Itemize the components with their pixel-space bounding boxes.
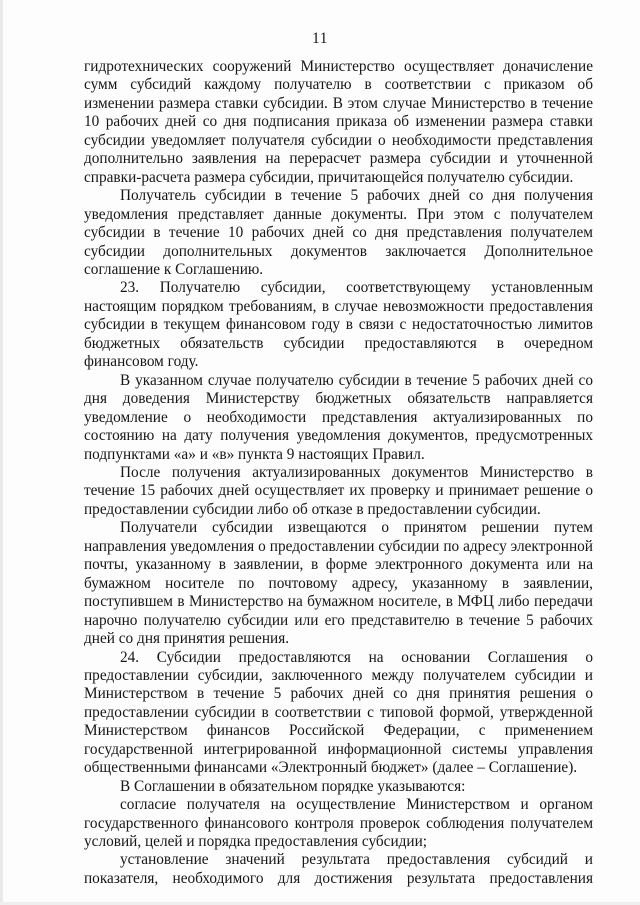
paragraph: согласие получателя на осуществление Министерством и органом государственного финансового контроля проверок соблюдения получателем условий, целей и порядка предоставления субсидии; xyxy=(84,796,593,851)
paragraph: Получатели субсидии извещаются о принятом решении путем направления уведомления о предоставлении субсидии по адресу электронной почты, указанному в заявлении, в форме электронного документа или на бумажном носителе по почтовому адресу, указанному в заявлении, поступившем в Министерство на бумажном носителе, в МФЦ либо передачи нарочно получателю субсидии или его представителю в течение 5 рабочих дней со дня принятия решения. xyxy=(84,519,593,648)
paragraph: В указанном случае получателю субсидии в течение 5 рабочих дней со дня доведения Министерству бюджетных обязательств направляется уведомление о необходимости представления актуализированных по состоянию на дату получения уведомления документов, предусмотренных подпунктами «а» и «в» пункта 9 настоящих Правил. xyxy=(84,371,593,463)
paragraph: гидротехнических сооружений Министерство осуществляет доначисление сумм субсидий каждому получателю в соответствии с приказом об изменении размера ставки субсидии. В этом случае Министерство в течение 10 рабочих дней со дня подписания приказа об изменении размера ставки субсидии уведомляет получателя субсидии о необходимости представления дополнительно заявления на перерасчет размера субсидии и уточненной справки-расчета размера субсидии, причитающейся получателю субсидии. xyxy=(84,58,593,186)
paragraph-clause-23: 23. Получателю субсидии, соответствующему установленным настоящим порядком требованиям, в случае невозможности предоставления субсидии в текущем финансовом году в связи с недостаточностью лимитов бюджетных обязательств субсидии предоставляются в очередном финансовом году. xyxy=(84,279,593,371)
paragraph: установление значений результата предоставления субсидий и показателя, необходимого для достижения результата предоставления xyxy=(84,851,593,887)
paragraph: Получатель субсидии в течение 5 рабочих дней со дня получения уведомления представляет данные документы. При этом с получателем субсидии в течение 10 рабочих дней со дня представления получателем субсидии дополнительных документов заключается Дополнительное соглашение к Соглашению. xyxy=(84,187,593,278)
paragraph-clause-24: 24. Субсидии предоставляются на основании Соглашения о предоставлении субсидии, заключенного между получателем субсидии и Министерством в течение 5 рабочих дней со дня принятия решения о предоставлении субсидии в соответствии с типовой формой, утвержденной Министерством финансов Российской Федерации, с применением государственной интегрированной информационной системы управления общественными финансами «Электронный бюджет» (далее – Соглашение). xyxy=(84,648,593,777)
paragraph: После получения актуализированных документов Министерство в течение 15 рабочих дней осуществляет их проверку и принимает решение о предоставлении субсидии либо об отказе в предоставлении субсидии. xyxy=(84,463,593,518)
document-body xyxy=(84,58,593,888)
paragraph: В Соглашении в обязательном порядке указываются: xyxy=(120,777,466,795)
scan-left-edge xyxy=(0,0,3,905)
page-number: 11 xyxy=(312,30,328,47)
